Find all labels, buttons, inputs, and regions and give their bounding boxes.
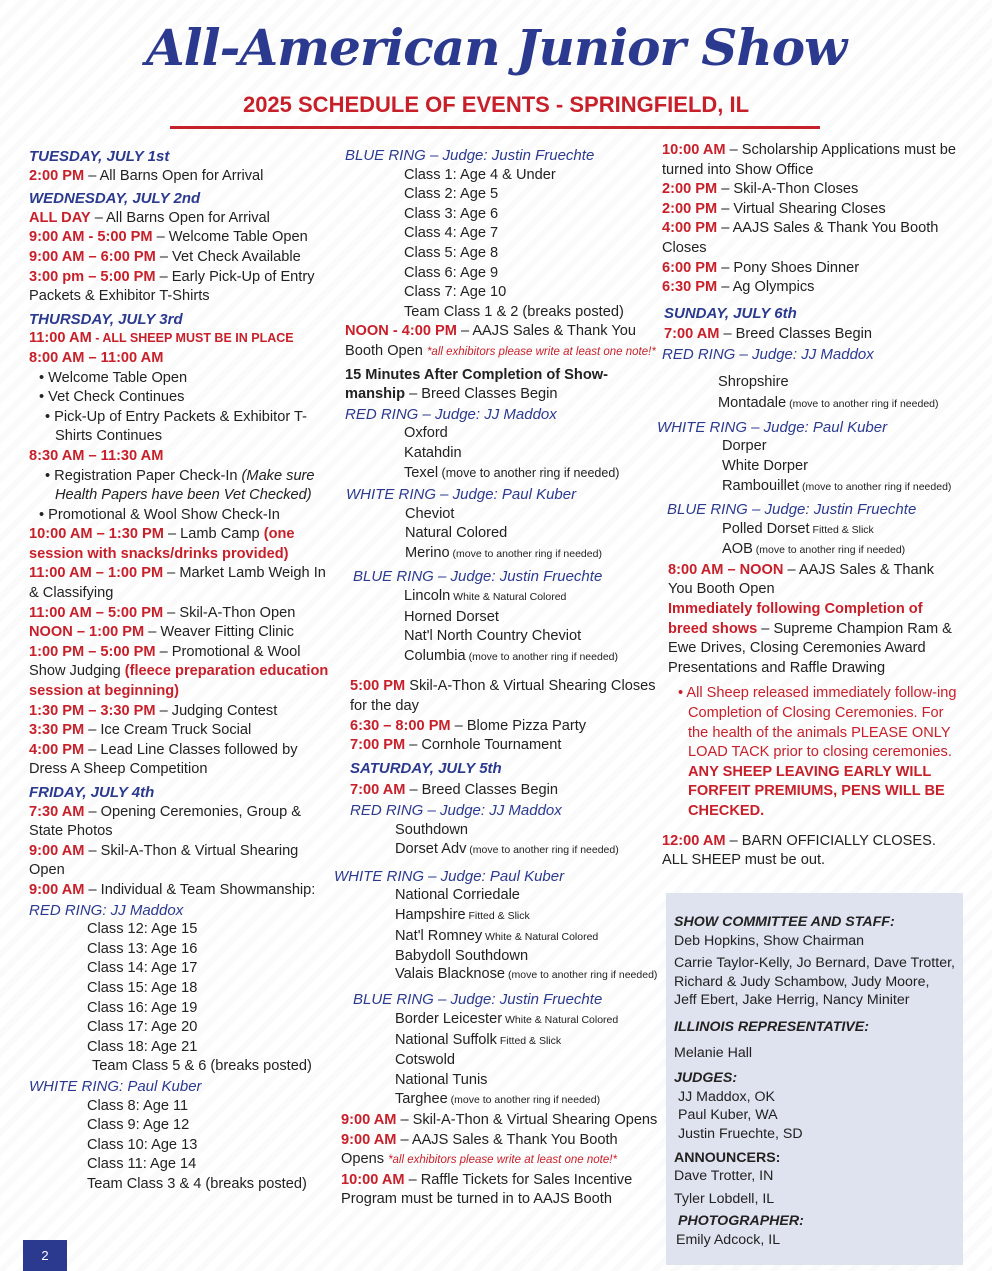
breed-item: National Tunis [395,1071,488,1088]
event-item: 10:00 AM – Raffle Tickets for Sales Incentive Program must be turned in to AAJS Booth [341,1171,633,1208]
breed-item: Katahdin [404,444,462,461]
event-item: 7:00 AM – Breed Classes Begin [664,326,872,343]
breed-item: Shropshire [718,373,789,390]
ring-heading-red: RED RING – Judge: JJ Maddox [345,405,557,423]
breed-item: Oxford [404,425,448,442]
event-item: 1:30 PM – 3:30 PM – Judging Contest [29,702,278,719]
breed-item: Southdown [395,821,469,838]
breed-item: Natural Colored [405,525,508,542]
breed-item: Cheviot [405,505,455,522]
breed-item: National Corriedale [395,887,520,904]
event-item: 12:00 AM – BARN OFFICIALLY CLOSES. ALL SHEEP must be out. [662,832,936,869]
class-item: Class 12: Age 15 [87,921,198,938]
breed-item: Montadale (move to another ring if needed) [718,395,939,412]
breed-item: Nat'l Romney White & Natural Colored [395,927,599,944]
breed-item: Columbia (move to another ring if needed) [404,647,618,664]
event-item: 6:30 – 8:00 PM – Blome Pizza Party [350,717,587,734]
event-item: 8:00 AM – NOON – AAJS Sales & Thank You Booth Open [668,561,935,598]
ring-heading-white: WHITE RING – Judge: Paul Kuber [346,486,577,504]
bullet-item: • Registration Paper Check-In (Make sure Health Papers have been Vet Checked) [45,467,315,504]
day-heading-tuesday: TUESDAY, JULY 1st [29,148,170,165]
class-item: Team Class 5 & 6 (breaks posted) [92,1058,312,1075]
event-item: 4:00 PM – Lead Line Classes followed by Dress A Sheep Competition [29,741,298,778]
page-subtitle: 2025 SCHEDULE OF EVENTS - SPRINGFIELD, IL [242,92,750,117]
ring-heading-white: WHITE RING – Judge: Paul Kuber [657,418,888,436]
committee-members: Carrie Taylor-Kelly, Jo Bernard, Dave Trotter, Richard & Judy Schambow, Judy Moore, Jeff Ebert, Jake Herrig, Nancy Miniter [674,955,955,1009]
ring-heading-blue: BLUE RING – Judge: Justin Fruechte [353,568,603,586]
class-item: Class 8: Age 11 [87,1097,189,1114]
ring-heading-red: RED RING: JJ Maddox [29,901,184,919]
breed-item: National Suffolk Fitted & Slick [395,1031,562,1048]
representative-name: Melanie Hall [674,1044,753,1061]
class-item: Team Class 1 & 2 (breaks posted) [404,303,624,320]
class-item: Class 3: Age 6 [404,205,499,222]
event-item: ALL DAY – All Barns Open for Arrival [29,209,270,226]
breed-item: Horned Dorset [404,608,499,625]
page-number: 2 [23,1240,67,1271]
class-item: Team Class 3 & 4 (breaks posted) [87,1175,307,1192]
breed-item: Texel (move to another ring if needed) [404,464,620,481]
class-item: Class 5: Age 8 [404,244,499,261]
schedule-column-3 [657,141,962,871]
class-item: Class 10: Age 13 [87,1136,198,1153]
bullet-item: • Pick-Up of Entry Packets & Exhibitor T-Shirts Continues [45,408,307,445]
judge-name: JJ Maddox, OK [678,1088,775,1105]
class-item: Class 17: Age 20 [87,1019,198,1036]
schedule-column-2 [334,146,661,1210]
page-title: All-American Junior Show [145,18,847,77]
event-item: 15 Minutes After Completion of Show-manship – Breed Classes Begin [345,366,608,403]
ring-heading-white: WHITE RING – Judge: Paul Kuber [334,867,565,885]
event-item: 7:00 AM – Breed Classes Begin [350,782,558,799]
class-item: Class 13: Age 16 [87,940,198,957]
judge-name: Justin Fruechte, SD [678,1125,803,1142]
class-item: Class 2: Age 5 [404,186,499,203]
breed-item: Cotswold [395,1052,456,1069]
event-item: 2:00 PM – All Barns Open for Arrival [29,167,264,184]
event-item: 4:00 PM – AAJS Sales & Thank You Booth Closes [662,220,939,256]
breed-item: Valais Blacknose (move to another ring if needed) [395,965,658,982]
photographer-name: Emily Adcock, IL [676,1231,781,1248]
class-item: Class 9: Age 12 [87,1117,190,1134]
event-item: 9:00 AM - 5:00 PM – Welcome Table Open [29,229,308,246]
event-item: 7:30 AM – Opening Ceremonies, Group & State Photos [29,803,302,840]
closing-notice: • All Sheep released immediately follow-ing Completion of Closing Ceremonies. For the health of the animals PLEASE ONLY LOAD TACK prior to closing ceremonies. ANY SHEEP LEAVING EARLY WILL FORFEIT PREMIUMS, PENS WILL BE CHECKED. [678,685,957,819]
class-item: Class 18: Age 21 [87,1038,198,1055]
breed-item: Rambouillet (move to another ring if needed) [722,477,952,494]
day-heading-friday: FRIDAY, JULY 4th [29,784,155,801]
announcer-name: Dave Trotter, IN [674,1168,774,1185]
breed-item: Polled Dorset Fitted & Slick [722,520,874,537]
event-item: 6:00 PM – Pony Shoes Dinner [662,259,860,276]
day-heading-wednesday: WEDNESDAY, JULY 2nd [29,190,201,208]
event-item: 6:30 PM – Ag Olympics [662,279,815,296]
event-item: 11:00 AM – 1:00 PM – Market Lamb Weigh In & Classifying [29,565,326,602]
event-item: 9:00 AM – AAJS Sales & Thank You Booth Opens *all exhibitors please write at least one note!* [341,1131,618,1168]
breed-item: White Dorper [722,457,808,474]
event-item: NOON – 1:00 PM – Weaver Fitting Clinic [29,624,294,641]
breed-item: Babydoll Southdown [395,948,529,965]
breed-item: AOB (move to another ring if needed) [722,541,906,558]
event-item: 5:00 PM Skil-A-Thon & Virtual Shearing Closes for the day [350,678,656,715]
class-item: Class 15: Age 18 [87,979,198,996]
bullet-item: • Vet Check Continues [39,389,185,406]
class-item: Class 11: Age 14 [87,1156,197,1173]
ring-heading-white: WHITE RING: Paul Kuber [29,1077,202,1095]
event-item: 2:00 PM – Skil-A-Thon Closes [662,181,859,198]
representative-heading: ILLINOIS REPRESENTATIVE: [674,1018,869,1035]
committee-heading: SHOW COMMITTEE AND STAFF: [674,914,895,930]
event-item: 9:00 AM – Skil-A-Thon & Virtual Shearing Open [29,842,299,879]
day-heading-sunday: SUNDAY, JULY 6th [664,304,797,322]
bullet-item: • Promotional & Wool Show Check-In [39,506,280,523]
event-item: 8:30 AM – 11:30 AM [29,447,164,464]
committee-panel [666,893,963,1265]
announcers-heading: ANNOUNCERS: [674,1149,781,1166]
event-item: 11:00 AM - ALL SHEEP MUST BE IN PLACE [29,330,294,347]
ring-heading-blue: BLUE RING – Judge: Justin Fruechte [667,501,917,519]
class-item: Class 7: Age 10 [404,284,507,301]
judges-heading: JUDGES: [674,1070,738,1087]
event-item: Immediately following Completion of breed shows – Supreme Champion Ram & Ewe Drives, Closing Ceremonies Award Presentations and Raffle Drawing [668,601,952,676]
breed-item: Merino (move to another ring if needed) [405,544,602,561]
class-item: Class 14: Age 17 [87,960,198,977]
event-item: 1:00 PM – 5:00 PM – Promotional & Wool Show Judging (fleece preparation education session at beginning) [29,643,329,700]
judge-name: Paul Kuber, WA [678,1107,778,1124]
event-item: 10:00 AM – 1:30 PM – Lamb Camp (one session with snacks/drinks provided) [29,526,295,562]
ring-heading-red: RED RING – Judge: JJ Maddox [350,802,562,819]
committee-chair: Deb Hopkins, Show Chairman [674,932,865,949]
announcer-name: Tyler Lobdell, IL [674,1190,775,1207]
breed-item: Dorper [722,438,767,455]
event-item: 10:00 AM – Scholarship Applications must be turned into Show Office [662,142,956,178]
breed-item: Hampshire Fitted & Slick [395,906,530,923]
title-divider [170,126,820,129]
class-item: Class 16: Age 19 [87,999,198,1016]
class-item: Class 1: Age 4 & Under [404,166,556,183]
event-item: 7:00 PM – Cornhole Tournament [350,737,562,754]
event-item: 8:00 AM – 11:00 AM [29,349,164,366]
breed-item: Dorset Adv (move to another ring if needed) [395,841,619,858]
photographer-heading: PHOTOGRAPHER: [678,1213,804,1230]
event-item: 2:00 PM – Virtual Shearing Closes [662,200,886,217]
breed-item: Nat'l North Country Cheviot [404,628,582,645]
breed-item: Border Leicester White & Natural Colored [395,1010,619,1027]
event-item: 11:00 AM – 5:00 PM – Skil-A-Thon Open [29,604,296,621]
breed-item: Lincoln White & Natural Colored [404,588,567,605]
event-item: 3:30 PM – Ice Cream Truck Social [29,722,252,739]
schedule-column-1 [29,144,334,1194]
ring-heading-red: RED RING – Judge: JJ Maddox [662,345,874,363]
day-heading-thursday: THURSDAY, JULY 3rd [29,310,183,328]
day-heading-saturday: SATURDAY, JULY 5th [350,759,502,777]
event-item: 9:00 AM – 6:00 PM – Vet Check Available [29,248,301,265]
event-item: 9:00 AM – Individual & Team Showmanship: [29,881,316,898]
bullet-item: • Welcome Table Open [39,369,188,386]
event-item: 9:00 AM – Skil-A-Thon & Virtual Shearing Opens [341,1111,658,1128]
class-item: Class 6: Age 9 [404,264,499,281]
event-item: NOON - 4:00 PM – AAJS Sales & Thank You Booth Open *all exhibitors please write at least one note!* [345,323,656,359]
class-item: Class 4: Age 7 [404,225,499,242]
ring-heading-blue: BLUE RING – Judge: Justin Fruechte [353,991,603,1009]
event-item: 3:00 pm – 5:00 PM – Early Pick-Up of Entry Packets & Exhibitor T-Shirts [29,268,315,305]
breed-item: Targhee (move to another ring if needed) [395,1091,601,1108]
ring-heading-blue: BLUE RING – Judge: Justin Fruechte [345,147,595,164]
